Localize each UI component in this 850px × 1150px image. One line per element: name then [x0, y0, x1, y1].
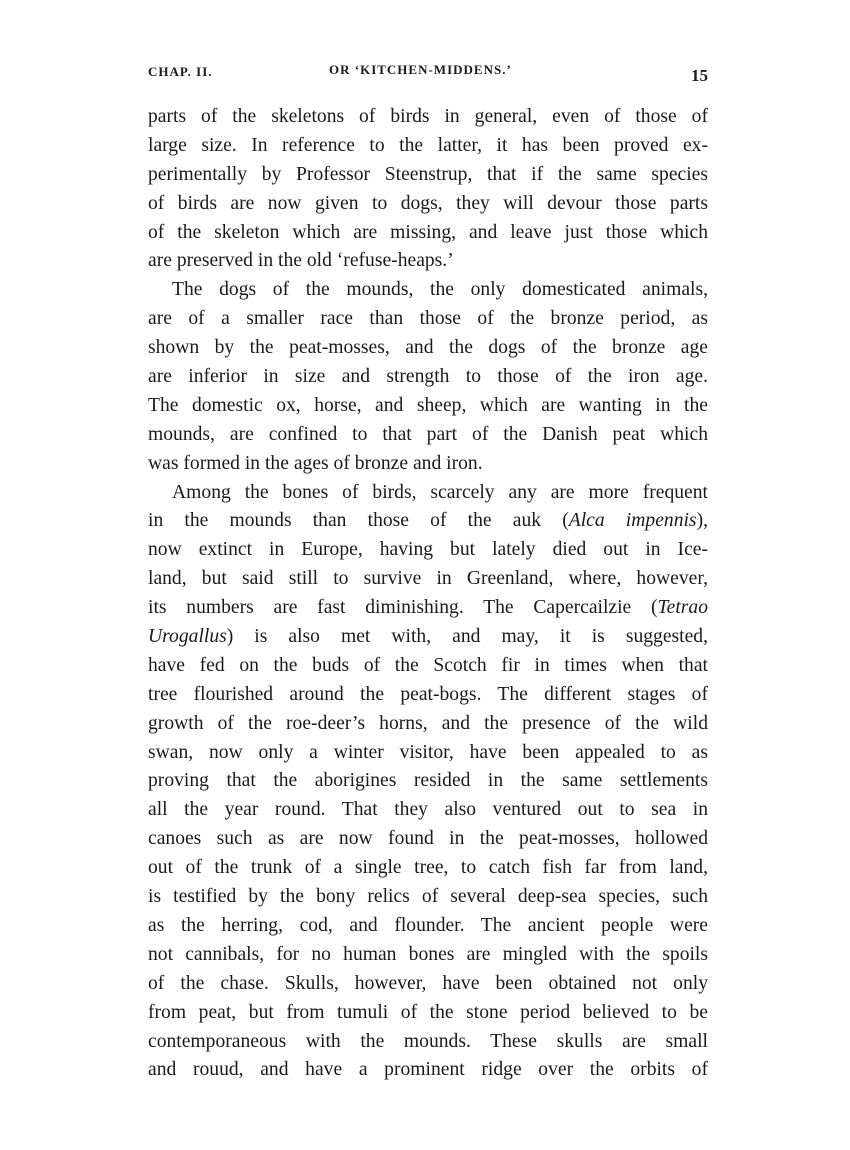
text-line: Urogallus) is also met with, and may, it is suggested, — [148, 626, 708, 648]
text-line: shown by the peat-mosses, and the dogs of the bronze age — [148, 337, 708, 359]
page-number: 15 — [691, 66, 708, 85]
chapter-label: CHAP. II. — [148, 64, 213, 79]
text-line: its numbers are fast diminishing. The Capercailzie (Tetrao — [148, 597, 708, 619]
text-line: Among the bones of birds, scarcely any are more frequent — [172, 481, 708, 503]
text-line: are of a smaller race than those of the bronze period, as — [148, 308, 708, 330]
text-line: The domestic ox, horse, and sheep, which are wanting in the — [148, 394, 708, 416]
text-line: are preserved in the old ‘refuse-heaps.’ — [148, 250, 454, 272]
text-line: growth of the roe-deer’s horns, and the presence of the wild — [148, 712, 708, 734]
text-line: parts of the skeletons of birds in general, even of those of — [148, 106, 708, 127]
text-line: not cannibals, for no human bones are mingled with the spoils — [148, 943, 708, 965]
text-line: The dogs of the mounds, the only domesticated animals, — [172, 279, 708, 301]
text-line: are inferior in size and strength to those of the iron age. — [148, 366, 708, 388]
text-line: from peat, but from tumuli of the stone period believed to be — [148, 1001, 708, 1023]
text-line: is testified by the bony relics of several deep-sea species, such — [148, 886, 708, 908]
text-line: contemporaneous with the mounds. These skulls are small — [148, 1030, 708, 1052]
text-line: swan, now only a winter visitor, have been appealed to as — [148, 741, 708, 763]
text-line: perimentally by Professor Steenstrup, that if the same species — [148, 163, 708, 185]
text-line: mounds, are confined to that part of the Danish peat which — [148, 423, 708, 445]
text-line: in the mounds than those of the auk (Alca impennis), — [148, 510, 708, 532]
text-line: of birds are now given to dogs, they will devour those parts — [148, 192, 708, 214]
text-line: large size. In reference to the latter, it has been proved ex- — [148, 134, 708, 156]
text-line: all the year round. That they also ventured out to sea in — [148, 799, 708, 821]
text-line: of the skeleton which are missing, and leave just those which — [148, 221, 708, 243]
body-text — [148, 103, 708, 1085]
text-line: was formed in the ages of bronze and iron. — [148, 452, 483, 474]
text-line: out of the trunk of a single tree, to catch fish far from land, — [148, 857, 708, 879]
text-line: now extinct in Europe, having but lately died out in Ice- — [148, 539, 708, 561]
text-line: canoes such as are now found in the peat-mosses, hollowed — [148, 828, 708, 850]
text-line: tree flourished around the peat-bogs. The different stages of — [148, 683, 708, 705]
text-line: proving that the aborigines resided in the same settlements — [148, 770, 708, 792]
text-line: land, but said still to survive in Greenland, where, however, — [148, 568, 708, 590]
running-title: OR ‘KITCHEN-MIDDENS.’ — [329, 62, 512, 77]
text-line: have fed on the buds of the Scotch fir in times when that — [148, 654, 708, 676]
text-line: of the chase. Skulls, however, have been obtained not only — [148, 972, 708, 994]
text-line: and rouud, and have a prominent ridge over the orbits of — [148, 1059, 708, 1081]
running-head — [148, 60, 708, 90]
text-line: as the herring, cod, and flounder. The ancient people were — [148, 914, 708, 936]
